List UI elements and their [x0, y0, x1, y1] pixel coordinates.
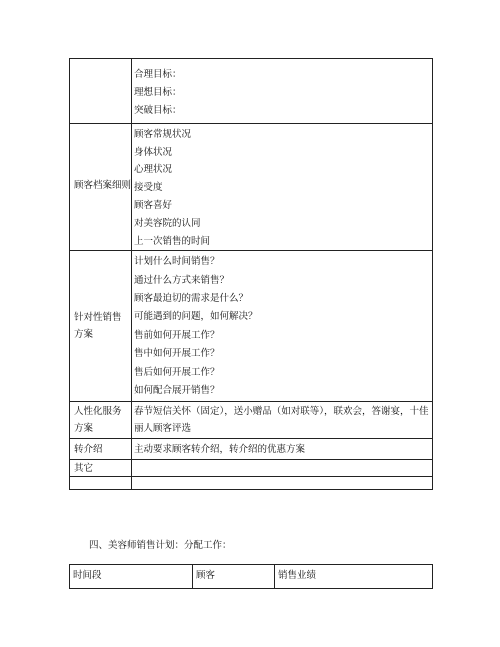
other-label: 其它 [74, 463, 94, 474]
row-divider [70, 476, 432, 477]
row-divider [70, 459, 432, 460]
section-heading: 四、美容师销售计划：分配工作： [89, 540, 232, 551]
archive-item: 对美容院的认同 [134, 218, 201, 229]
archive-item: 上一次销售的时间 [134, 236, 211, 247]
targeted-item: 顾客最迫切的需求是什么？ [134, 293, 249, 304]
table2-column-divider [274, 565, 275, 589]
row-divider [70, 401, 432, 402]
referral-label: 转介绍 [74, 444, 103, 455]
table2-row-divider [70, 588, 432, 589]
targeted-item: 售后如何开展工作？ [134, 367, 220, 378]
targeted-item: 售前如何开展工作？ [134, 330, 220, 341]
targeted-item: 如何配合展开销售？ [134, 385, 220, 396]
table2-header-sales: 销售业绩 [278, 570, 317, 581]
targeted-item: 售中如何开展工作？ [134, 348, 220, 359]
goal-ideal: 理想目标： [134, 87, 182, 98]
table2-column-divider [192, 565, 193, 589]
referral-text: 主动要求顾客转介绍，转介绍的优惠方案 [134, 444, 306, 455]
row-divider [70, 250, 432, 251]
row-divider [70, 438, 432, 439]
archive-item: 身体状况 [134, 147, 173, 158]
archive-item: 心理状况 [134, 164, 173, 175]
table2-header-customer: 顾客 [196, 570, 216, 581]
archive-item: 接受度 [134, 182, 163, 193]
archive-item: 顾客喜好 [134, 200, 173, 211]
targeted-item: 计划什么时间销售？ [134, 256, 220, 267]
sales-assignment-table [69, 564, 433, 589]
row-divider [70, 123, 432, 124]
personal-service-text: 春节短信关怀（固定），送小赠品（如对联等），联欢会，答谢宴，十佳丽人顾客评选 [134, 406, 429, 434]
targeted-item: 可能遇到的问题，如何解决？ [134, 311, 258, 322]
goal-reasonable: 合理目标： [134, 69, 182, 80]
sales-plan-table [69, 58, 433, 490]
table2-header-period: 时间段 [73, 570, 102, 581]
archive-label: 顾客档案细则 [74, 180, 132, 191]
targeted-item: 通过什么方式来销售？ [134, 275, 230, 286]
archive-item: 顾客常规状况 [134, 129, 192, 140]
targeted-label: 针对性销售方案 [74, 312, 122, 340]
goal-breakthrough: 突破目标： [134, 105, 182, 116]
personal-service-label: 人性化服务方案 [74, 406, 122, 434]
